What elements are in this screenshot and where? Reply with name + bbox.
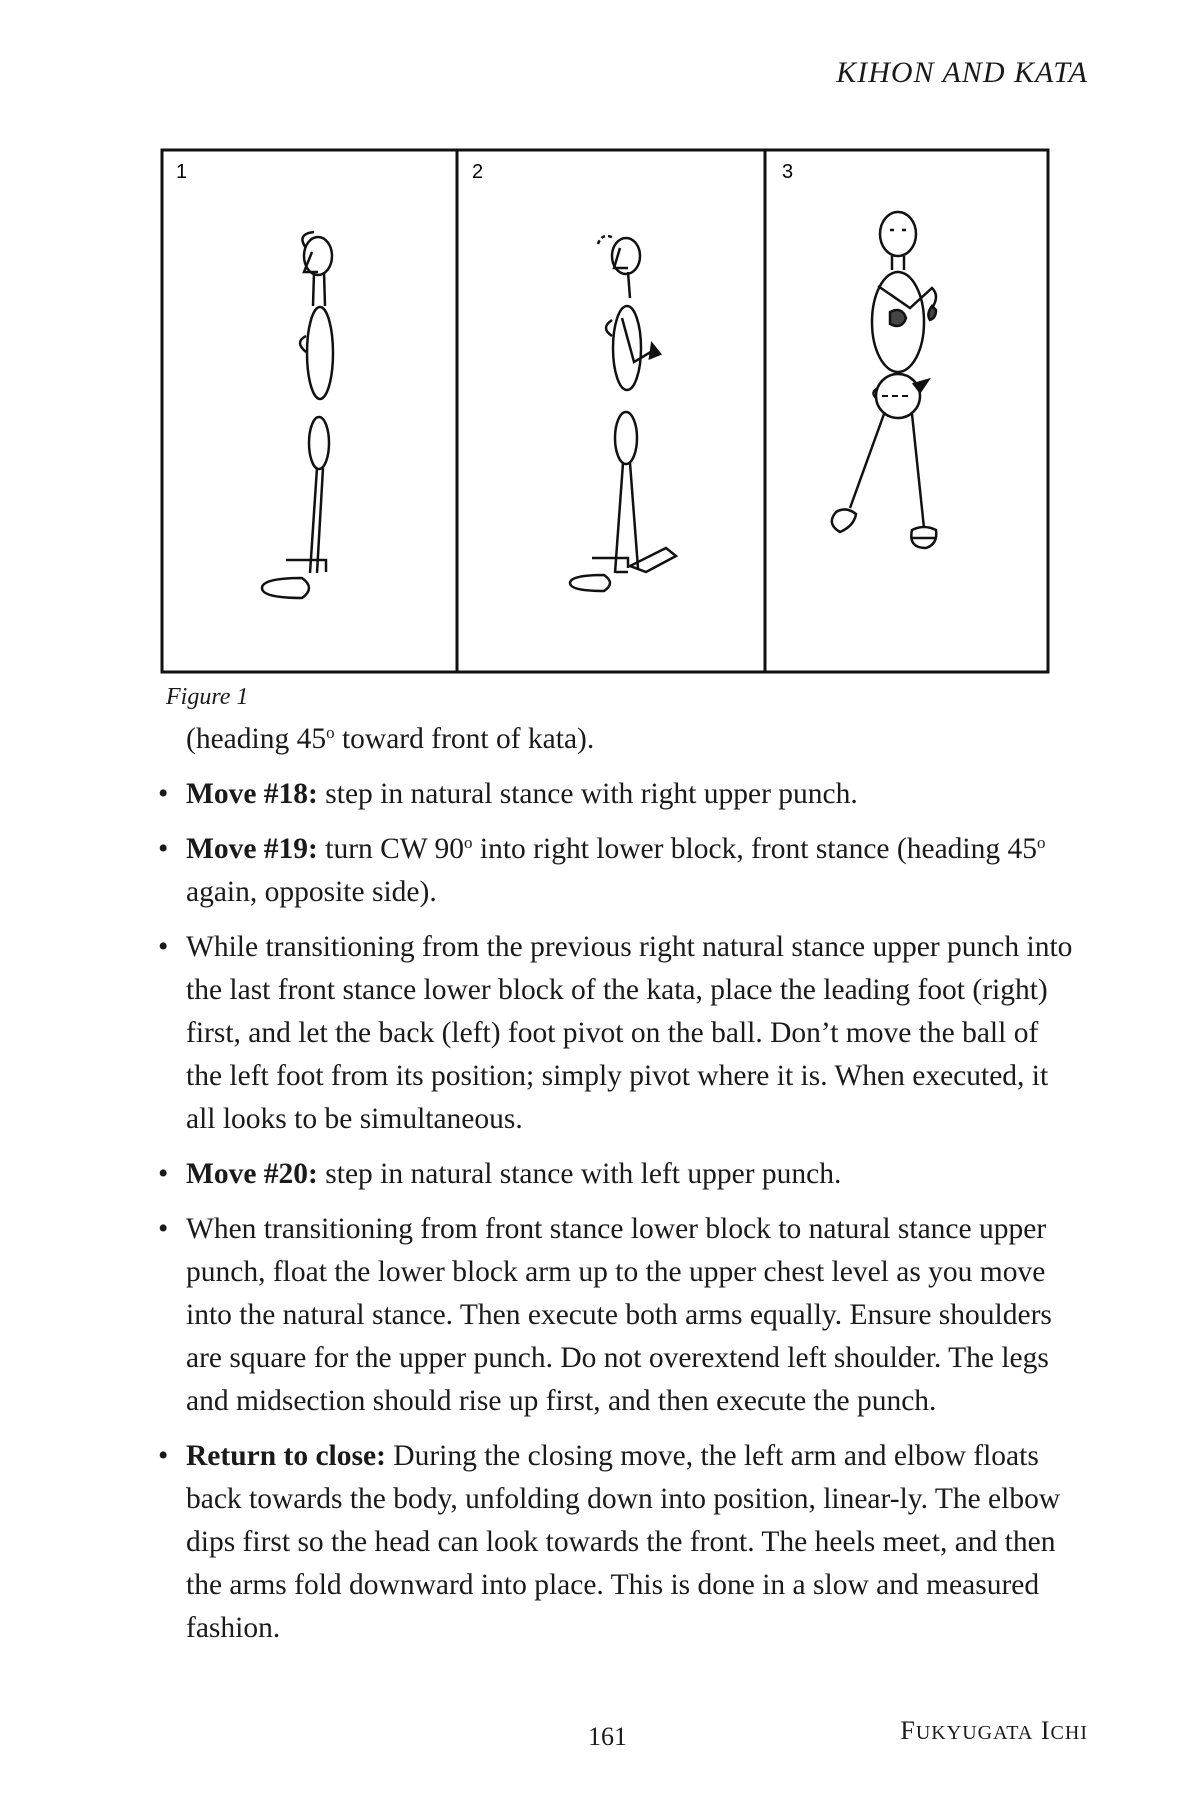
footer-title-part: UKYUGATA [915, 1722, 1034, 1744]
running-footer [900, 1716, 1088, 1746]
continuation-text-after: toward front of kata). [334, 723, 595, 755]
note-text: When transitioning from front stance lower block to natural stance upper punch, float the lower block arm up to the upper chest level as you move into the natural stance. Then execute both arms equally. Ensure shoulders are square for the upper punch. Do not overextend left shoulder. The legs and midsection should rise up first, and then execute the punch. [186, 1213, 1052, 1417]
list-item [148, 773, 1078, 816]
move-label: Move #18: [186, 778, 318, 810]
move-label: Move #20: [186, 1158, 318, 1190]
degree-sign: o [464, 833, 473, 852]
move-text: During the closing move, the left arm and elbow floats back towards the body, unfolding down into position, linear-ly. The elbow dips first so the head can look towards the front. The heels meet, and then the arms fold downward into place. This is done in a slow and measured fashion. [186, 1440, 1061, 1644]
move-label: Move #19: [186, 833, 318, 865]
note-text: While transitioning from the previous right natural stance upper punch into the last front stance lower block of the kata, place the leading foot (right) first, and let the back (left) foot pivot on the ball. Don’t move the ball of the left foot from its position; simply pivot where it is. When executed, it all looks to be simultaneous. [186, 931, 1073, 1135]
move-text: turn CW 90 [317, 833, 465, 865]
list-item [148, 1208, 1078, 1423]
footer-title-part: I [1033, 1716, 1051, 1745]
footer-title-part: F [900, 1716, 916, 1745]
degree-sign: o [326, 723, 335, 742]
footer-title-part: CHI [1050, 1722, 1088, 1744]
panel-number-2: 2 [472, 161, 484, 183]
page-number: 161 [588, 1722, 627, 1751]
instruction-list [148, 773, 1078, 1650]
kata-figure [160, 148, 1052, 676]
move-text: step in natural stance with right upper punch. [317, 778, 858, 810]
kata-instructions [148, 718, 1078, 1662]
degree-sign: o [1036, 833, 1046, 852]
panel-number-1: 1 [176, 161, 188, 183]
move-text: again, opposite side). [186, 876, 437, 908]
move-label: Return to close: [186, 1440, 386, 1472]
move-text: into right lower block, front stance (heading 45 [472, 833, 1037, 865]
running-header: KIHON AND KATA [836, 56, 1088, 89]
continuation-line [148, 718, 1078, 761]
list-item [148, 926, 1078, 1141]
list-item [148, 1435, 1078, 1650]
list-item [148, 1153, 1078, 1196]
figure-drawing [160, 148, 1052, 676]
panel-number-3: 3 [782, 161, 794, 183]
continuation-text-before: (heading 45 [186, 723, 327, 755]
list-item [148, 828, 1078, 914]
move-text: step in natural stance with left upper punch. [317, 1158, 842, 1190]
figure-caption: Figure 1 [166, 684, 249, 710]
